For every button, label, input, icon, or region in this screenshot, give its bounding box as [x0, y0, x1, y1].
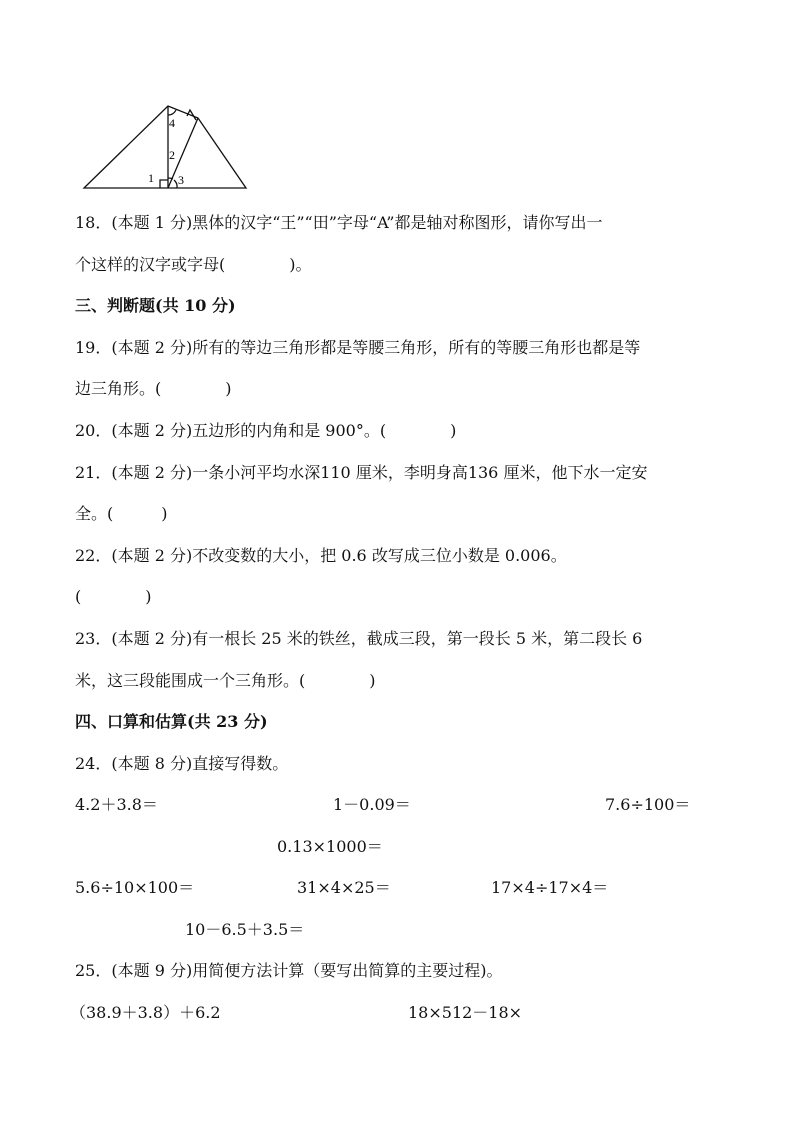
q18-line2: 个这样的汉字或字母( )。 [75, 255, 312, 274]
right-angle-mark-bottom [160, 180, 168, 188]
q19-line1: 19．(本题 2 分)所有的等边三角形都是等腰三角形，所有的等腰三角形也都是等 [75, 338, 641, 357]
q22-line1: 22．(本题 2 分)不改变数的大小，把 0.6 改写成三位小数是 0.006。 [75, 546, 567, 565]
angle-label-1: 1 [148, 171, 154, 185]
q18-line1: 18．(本题 1 分)黑体的汉字“王”“田”字母“A”都是轴对称图形，请你写出一 [75, 213, 603, 232]
angle-arc-2 [168, 178, 173, 179]
q25-title: 25．(本题 9 分)用简便方法计算（要写出简算的主要过程)。 [75, 961, 503, 980]
q21-line1: 21．(本题 2 分)一条小河平均水深110 厘米，李明身高136 厘米，他下水一定安 [75, 463, 648, 482]
q24-item: 4.2＋3.8＝ [75, 795, 158, 814]
section4-title: 四、口算和估算(共 23 分) [75, 712, 268, 731]
q24-item: 1－0.09＝ [333, 795, 411, 814]
q22-line2: ( ) [75, 587, 152, 606]
angle-label-2: 2 [169, 148, 175, 162]
section3-title: 三、判断题(共 10 分) [75, 296, 236, 315]
q24-item: 10－6.5＋3.5＝ [185, 920, 305, 939]
q25-item: 18×512－18× [408, 1003, 523, 1022]
q20-line1: 20．(本题 2 分)五边形的内角和是 900°。( ) [75, 421, 457, 440]
q21-line2: 全。( ) [75, 504, 168, 523]
angle-arc-top [168, 110, 176, 115]
q24-item: 5.6÷10×100＝ [75, 878, 195, 897]
triangle-diagram [78, 96, 253, 196]
q23-line1: 23．(本题 2 分)有一根长 25 米的铁丝，截成三段，第一段长 5 米，第二段长 6 [75, 629, 643, 648]
angle-label-4: 4 [169, 116, 175, 130]
q24-item: 17×4÷17×4＝ [491, 878, 609, 897]
q23-line2: 米，这三段能围成一个三角形。( ) [75, 671, 376, 690]
q24-item: 31×4×25＝ [297, 878, 391, 897]
q19-line2: 边三角形。( ) [75, 379, 232, 398]
q24-item: 7.6÷100＝ [605, 795, 691, 814]
angle-arc-3 [174, 180, 177, 188]
q25-item: （38.9＋3.8）＋6.2 [70, 1003, 221, 1022]
angle-label-3: 3 [178, 173, 184, 187]
triangle-figure [78, 96, 253, 200]
q24-item: 0.13×1000＝ [277, 837, 383, 856]
outer-triangle [84, 106, 246, 188]
q24-title: 24．(本题 8 分)直接写得数。 [75, 754, 289, 773]
